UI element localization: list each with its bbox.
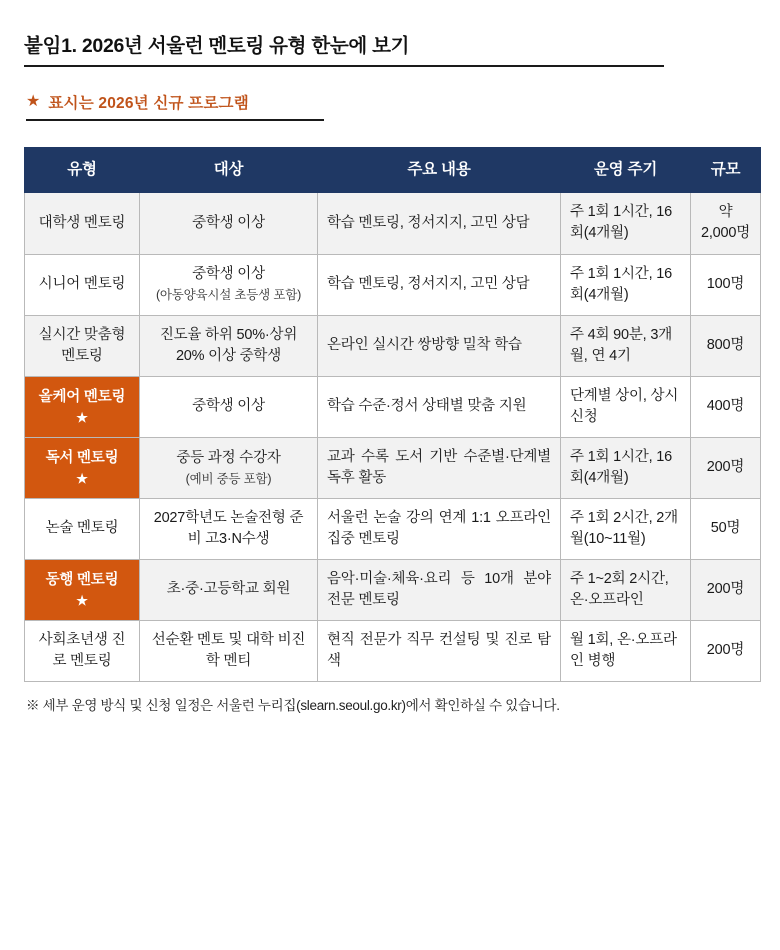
target-sublabel: (아동양육시설 초등생 포함) [155, 288, 302, 303]
target-label: 중등 과정 수강자 [176, 449, 281, 466]
target-label: 선순환 멘토 및 대학 비진학 멘티 [151, 631, 306, 669]
cell-target [140, 193, 318, 254]
table-row [25, 254, 761, 315]
cell-target [140, 498, 318, 559]
cell-type [25, 376, 140, 437]
table-row [25, 559, 761, 620]
cell-cycle: 주 1회 1시간, 16회(4개월) [561, 193, 691, 254]
column-header-type: 유형 [25, 148, 140, 193]
cell-scale: 약 2,000명 [691, 193, 761, 254]
table-header-row [25, 148, 761, 193]
cell-type [25, 315, 140, 376]
target-label: 중학생 이상 [192, 266, 265, 283]
cell-type [25, 620, 140, 681]
cell-content: 학습 멘토링, 정서지지, 고민 상담 [318, 193, 561, 254]
cell-cycle: 주 1~2회 2시간, 온·오프라인 [561, 559, 691, 620]
star-icon: ★ [76, 593, 88, 609]
cell-cycle: 월 1회, 온·오프라인 병행 [561, 620, 691, 681]
type-label: 올케어 멘토링 [38, 389, 126, 406]
cell-content: 서울런 논술 강의 연계 1:1 오프라인 집중 멘토링 [318, 498, 561, 559]
cell-cycle: 주 1회 1시간, 16회(4개월) [561, 254, 691, 315]
type-label: 독서 멘토링 [45, 450, 119, 467]
cell-target [140, 437, 318, 498]
cell-target [140, 620, 318, 681]
cell-cycle: 주 1회 2시간, 2개월(10~11월) [561, 498, 691, 559]
column-header-cycle: 운영 주기 [561, 148, 691, 193]
cell-content: 학습 멘토링, 정서지지, 고민 상담 [318, 254, 561, 315]
cell-target [140, 376, 318, 437]
cell-target [140, 315, 318, 376]
star-icon: ★ [76, 471, 88, 487]
cell-scale: 200명 [691, 559, 761, 620]
target-label: 초·중·고등학교 회원 [166, 581, 291, 598]
type-label: 동행 멘토링 [45, 572, 119, 589]
column-header-content: 주요 내용 [318, 148, 561, 193]
star-icon: ★ [26, 93, 41, 110]
cell-cycle: 단계별 상이, 상시 신청 [561, 376, 691, 437]
type-label: 실시간 맞춤형 멘토링 [38, 326, 126, 364]
cell-content: 교과 수록 도서 기반 수준별·단계별 독후 활동 [318, 437, 561, 498]
table-row [25, 376, 761, 437]
page-title: 붙임1. 2026년 서울런 멘토링 유형 한눈에 보기 [24, 35, 410, 57]
cell-scale: 100명 [691, 254, 761, 315]
cell-scale: 50명 [691, 498, 761, 559]
footnote: ※ 세부 운영 방식 및 신청 일정은 서울런 누리집(slearn.seoul.go.kr)에서 확인하실 수 있습니다. [26, 697, 560, 713]
title-underline [24, 65, 664, 67]
target-label: 2027학년도 논술전형 준비 고3·N수생 [153, 509, 304, 547]
type-label: 시니어 멘토링 [38, 276, 126, 292]
target-label: 중학생 이상 [192, 214, 265, 231]
cell-cycle: 주 4회 90분, 3개월, 연 4기 [561, 315, 691, 376]
legend-label: 표시는 2026년 신규 프로그램 [48, 95, 249, 112]
legend-underline [26, 119, 324, 121]
cell-scale: 200명 [691, 437, 761, 498]
target-label: 진도율 하위 50%·상위 20% 이상 중학생 [159, 326, 298, 364]
cell-scale: 400명 [691, 376, 761, 437]
cell-type [25, 193, 140, 254]
table-row [25, 498, 761, 559]
cell-type [25, 498, 140, 559]
type-label: 논술 멘토링 [45, 520, 119, 537]
cell-target [140, 254, 318, 315]
cell-scale: 200명 [691, 620, 761, 681]
cell-type [25, 437, 140, 498]
target-label: 중학생 이상 [192, 398, 265, 415]
column-header-scale: 규모 [691, 148, 761, 193]
type-label: 사회초년생 진로 멘토링 [38, 631, 126, 669]
type-label: 대학생 멘토링 [38, 214, 126, 231]
table-row [25, 315, 761, 376]
table-row [25, 193, 761, 254]
table-row [25, 437, 761, 498]
star-icon: ★ [76, 410, 88, 426]
cell-content: 음악·미술·체육·요리 등 10개 분야 전문 멘토링 [318, 559, 561, 620]
cell-type [25, 559, 140, 620]
cell-target [140, 559, 318, 620]
cell-cycle: 주 1회 1시간, 16회(4개월) [561, 437, 691, 498]
column-header-target: 대상 [140, 148, 318, 193]
cell-content: 학습 수준·정서 상태별 맞춤 지원 [318, 376, 561, 437]
target-sublabel: (예비 중등 포함) [185, 471, 272, 486]
legend [26, 91, 758, 113]
cell-type [25, 254, 140, 315]
cell-content: 온라인 실시간 쌍방향 밀착 학습 [318, 315, 561, 376]
cell-content: 현직 전문가 직무 컨설팅 및 진로 탐색 [318, 620, 561, 681]
table-row [25, 620, 761, 681]
mentoring-types-table [24, 147, 761, 682]
cell-scale: 800명 [691, 315, 761, 376]
